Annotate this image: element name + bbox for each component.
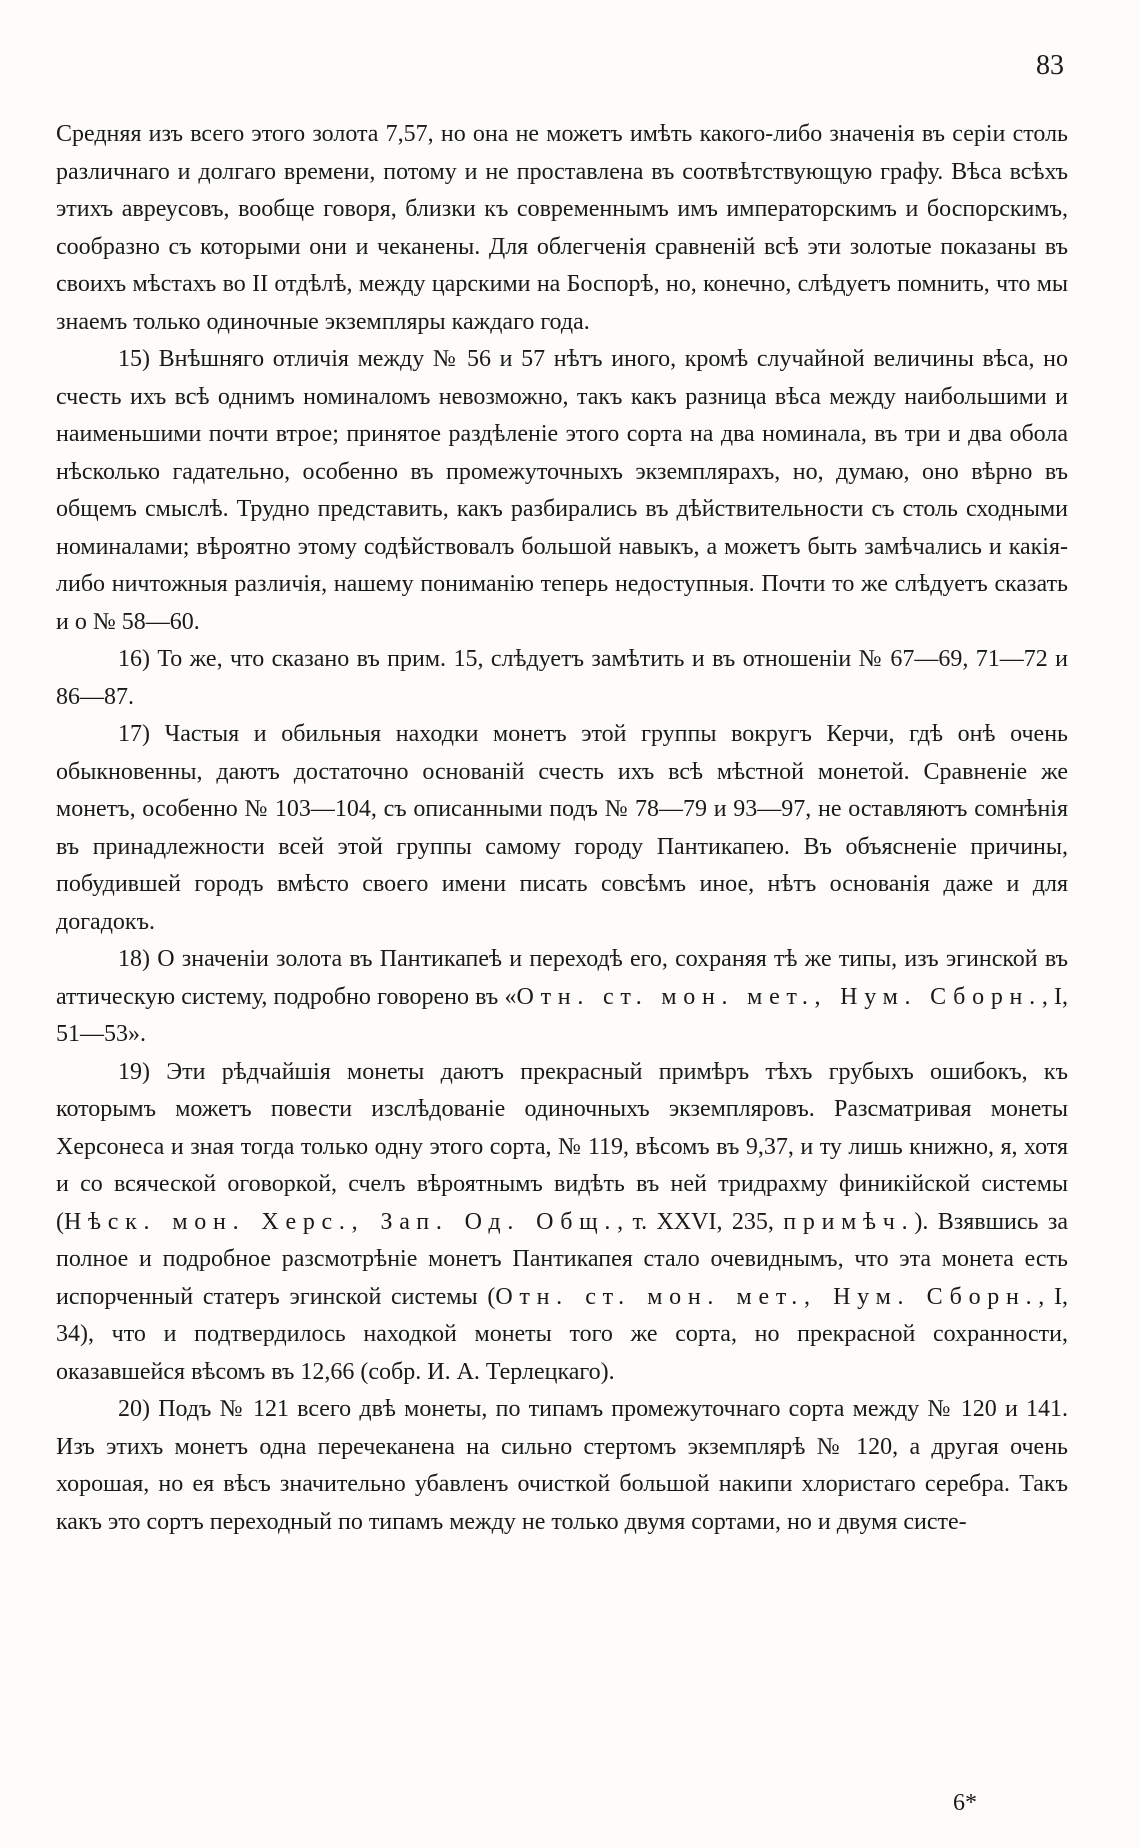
main-text: [56, 116, 1068, 1541]
text-run: 17) Частыя и обильныя находки монетъ этой группы вокругъ Керчи, гдѣ онѣ очень обыкновенны, даютъ достаточно основаній счесть ихъ всѣ мѣстной монетой. Сравненіе же монетъ, особенно № 103—104, съ описанными подъ № 78—79 и 93—97, не оставляютъ сомнѣнія въ принадлежности всей этой группы самому городу Пантикапею. Въ объясненіе причины, побудившей городъ вмѣсто своего имени писать совсѣмъ иное, нѣтъ основанія даже и для догадокъ.: [56, 721, 1068, 935]
spaced-citation: Отн. ст. мон. мет., Нум. Сборн.: [495, 1283, 1039, 1310]
paragraph-note-19: [56, 1054, 1068, 1392]
text-run: Средняя изъ всего этого золота 7,57, но она не можетъ имѣть какого-либо значенія въ серіи столь различнаго и долгаго времени, потому и не проставлена въ соотвѣтствующую графу. Вѣса всѣхъ этихъ авреусовъ, вообще говоря, близки къ современнымъ имъ императорскимъ и боспорскимъ, сообразно съ которыми они и чеканены. Для облегченія сравненій всѣ эти золотые показаны въ своихъ мѣстахъ во II отдѣлѣ, между царскими на Боспорѣ, но, конечно, слѣдуетъ помнить, что мы знаемъ только одиночные экземпляры каждаго года.: [56, 121, 1068, 335]
paragraph-note-15: [56, 341, 1068, 641]
text-run: 19) Эти рѣдчайшія монеты даютъ прекрасный примѣръ тѣхъ грубыхъ ошибокъ, къ которымъ можетъ повести изслѣдованіе одиночныхъ экземпляровъ. Разсматривая монеты Херсонеса и зная тогда только одну этого сорта, № 119, вѣсомъ въ 9,37, и ту лишь книжно, я, хотя и со всяческой оговоркой, счелъ вѣроятнымъ видѣть въ ней тридрахму финикійской системы (: [56, 1058, 1068, 1235]
paragraph-note-20: [56, 1391, 1068, 1541]
page-number: 83: [1036, 50, 1064, 81]
text-run: 18) О значеніи золота въ Пантикапеѣ и переходѣ его, сохраняя тѣ же типы, изъ эгинской въ аттическую систему, подробно говорено въ «: [56, 946, 1068, 1010]
paragraph-note-16: [56, 641, 1068, 716]
text-run: 15) Внѣшняго отличія между № 56 и 57 нѣтъ иного, кромѣ случайной величины вѣса, но счесть ихъ всѣ однимъ номиналомъ невозможно, такъ какъ разница вѣса между наибольшими и наименьшими почти втрое; принятое раздѣленіе этого сорта на два номинала, въ три и два обола нѣсколько гадательно, особенно въ промежуточныхъ экземплярахъ, но, думаю, оно вѣрно въ общемъ смыслѣ. Трудно представить, какъ разбирались въ дѣйствительности съ столь сходными номиналами; вѣроятно этому содѣйствовалъ большой навыкъ, а можетъ быть замѣчались и какія-либо ничтожныя различія, нашему пониманію теперь недоступныя. Почти то же слѣдуетъ сказать и о № 58—60.: [56, 346, 1068, 635]
spaced-citation: Отн. ст. мон. мет., Нум. Сборн.: [516, 983, 1042, 1010]
spaced-citation: примѣч.: [783, 1208, 915, 1235]
spaced-citation: Нѣск. мон. Херс., Зап. Од. Общ.: [64, 1208, 618, 1235]
text-run: 20) Подъ № 121 всего двѣ монеты, по типамъ промежуточнаго сорта между № 120 и 141. Изъ этихъ монетъ одна перечеканена на сильно стертомъ экземплярѣ № 120, а другая очень хорошая, но ея вѣсъ значительно убавленъ очисткой большой накипи хлористаго серебра. Такъ какъ это сортъ переходный по типамъ между не только двумя сортами, но и двумя систе-: [56, 1396, 1068, 1535]
text-run: , I, 34), что и подтвердилось находкой монеты того же сорта, но прекрасной сохранности, оказавшейся вѣсомъ въ 12,66 (собр. И. А. Терлецкаго).: [56, 1283, 1068, 1385]
text-run: 16) То же, что сказано въ прим. 15, слѣдуетъ замѣтить и въ отношеніи № 67—69, 71—72 и 86—87.: [56, 646, 1068, 710]
paragraph-note-17: [56, 716, 1068, 941]
printer-signature-mark: 6*: [953, 1790, 977, 1816]
text-run: , т. XXVI, 235,: [617, 1208, 784, 1235]
text-run: ). Взявшись за полное и подробное разсмотрѣніе монетъ Пантикапея стало очевиднымъ, что эта монета есть испорченный статеръ эгинской системы (: [56, 1208, 1069, 1310]
text-run: , I, 51—53».: [56, 983, 1069, 1047]
paragraph-note-14-continuation: [56, 116, 1068, 341]
paragraph-note-18: [56, 941, 1068, 1054]
